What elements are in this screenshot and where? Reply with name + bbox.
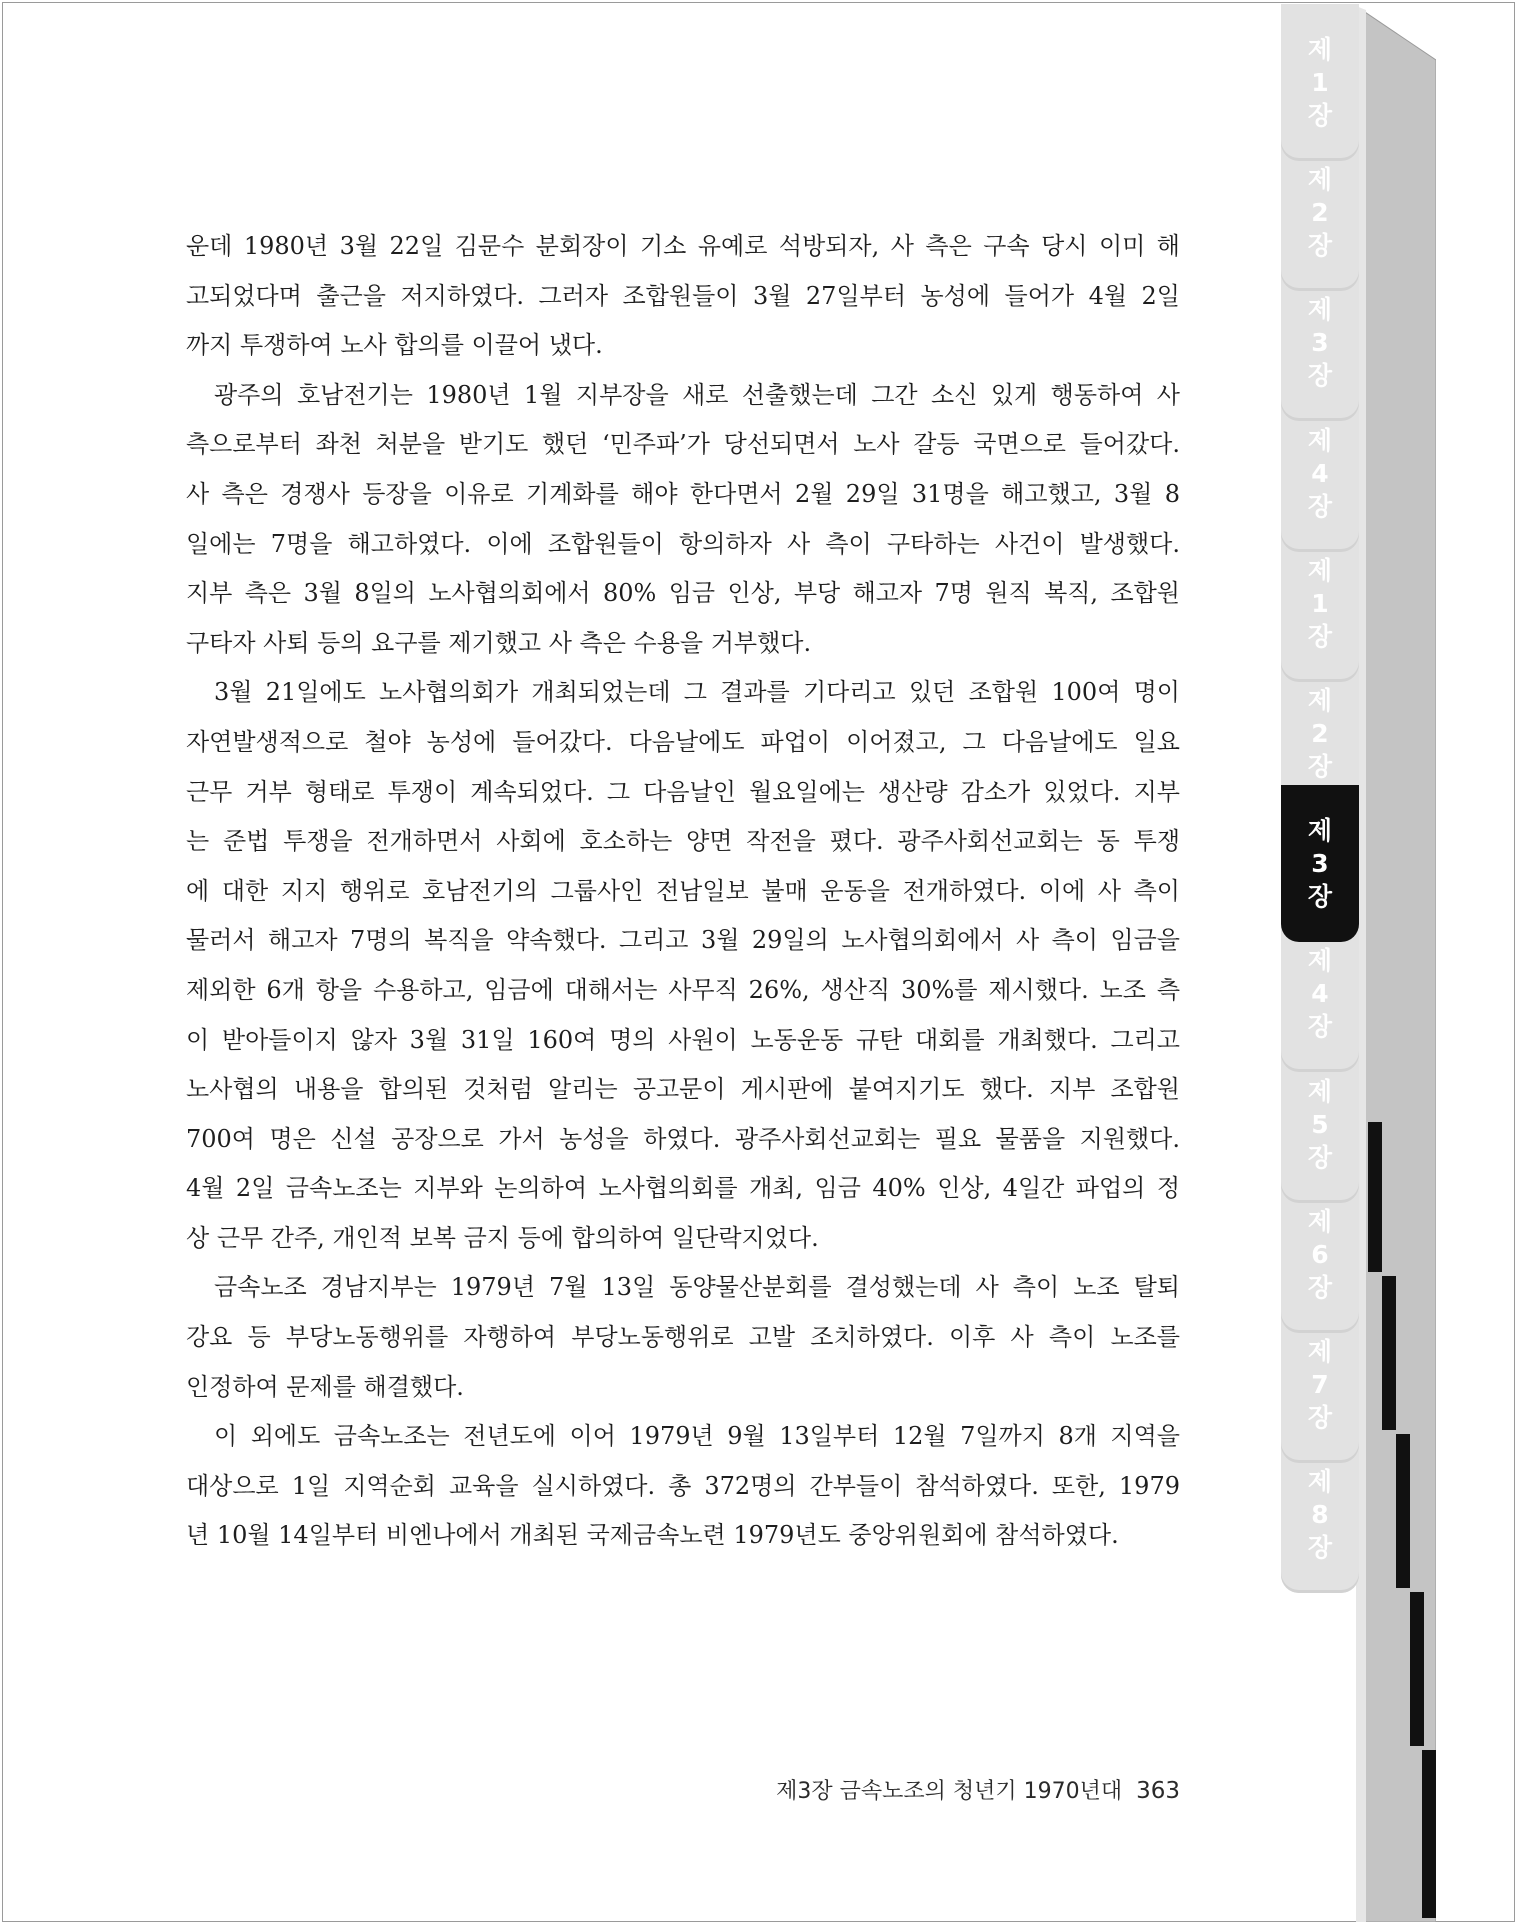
text-line: 인정하여 문제를 해결했다. xyxy=(186,1372,464,1401)
text-line: 상 근무 간주, 개인적 보복 금지 등에 합의하여 일단락지었다. xyxy=(186,1223,819,1252)
text-line: 이 외에도 금속노조는 전년도에 이어 1979년 9월 13일부터 12월 7일까지 8개 지역을 xyxy=(214,1422,1180,1451)
text-line: 금속노조 경남지부는 1979년 7월 13일 동양물산분회를 결성했는데 사 측이 노조 탈퇴 xyxy=(214,1273,1180,1302)
text-line: 광주의 호남전기는 1980년 1월 지부장을 새로 선출했는데 그간 소신 있게 행동하여 사 xyxy=(214,380,1180,409)
text-line: 고되었다며 출근을 저지하였다. 그러자 조합원들이 3월 27일부터 농성에 들어가 4월 2일 xyxy=(186,281,1180,310)
paragraph xyxy=(186,1263,1180,1412)
text-line: 에 대한 지지 행위로 호남전기의 그룹사인 전남일보 불매 운동을 전개하였다. 이에 사 측이 xyxy=(186,876,1180,905)
text-line: 측으로부터 좌천 처분을 받기도 했던 ‘민주파’가 당선되면서 노사 갈등 국면으로 들어갔다. xyxy=(186,430,1180,459)
chapter-tab-label: 제4장 xyxy=(1307,425,1333,521)
text-line: 제외한 6개 항을 수용하고, 임금에 대해서는 사무직 26%, 생산직 30%를 제시했다. 노조 측 xyxy=(186,975,1180,1004)
chapter-tab-label: 제7장 xyxy=(1307,1337,1333,1432)
chapter-tab-label: 제3장 xyxy=(1307,295,1333,391)
text-line: 근무 거부 형태로 투쟁이 계속되었다. 그 다음날인 월요일에는 생산량 감소가 있었다. 지부 xyxy=(186,777,1180,806)
text-line: 강요 등 부당노동행위를 자행하여 부당노동행위로 고발 조치하였다. 이후 사 측이 노조를 xyxy=(186,1323,1180,1352)
text-line: 700여 명은 신설 공장으로 가서 농성을 하였다. 광주사회선교회는 필요 물품을 지원했다. xyxy=(186,1124,1180,1153)
chapter-tab-label: 제1장 xyxy=(1307,555,1333,651)
text-line: 지부 측은 3월 8일의 노사협의회에서 80% 임금 인상, 부당 해고자 7명 원직 복직, 조합원 xyxy=(186,579,1180,608)
page-footer xyxy=(700,1774,1180,1805)
text-line: 운데 1980년 3월 22일 김문수 분회장이 기소 유예로 석방되자, 사 측은 구속 당시 이미 해 xyxy=(186,232,1180,260)
chapter-tab[interactable] xyxy=(1281,4,1359,161)
text-line: 년 10월 14일부터 비엔나에서 개최된 국제금속노련 1979년도 중앙위원회에 참석하였다. xyxy=(186,1521,1119,1550)
chapter-tab-label: 제2장 xyxy=(1307,165,1333,261)
text-line: 사 측은 경쟁사 등장을 이유로 기계화를 해야 한다면서 2월 29일 31명을 해고했고, 3월 8 xyxy=(186,479,1180,508)
chapter-tabs xyxy=(1281,4,1359,1922)
chapter-tab-label: 제3장 xyxy=(1307,816,1333,912)
text-line: 4월 2일 금속노조는 지부와 논의하여 노사협의회를 개최, 임금 40% 인상, 4일간 파업의 정 xyxy=(186,1174,1180,1203)
text-line: 자연발생적으로 철야 농성에 들어갔다. 다음날에도 파업이 이어졌고, 그 다음날에도 일요 xyxy=(186,727,1180,756)
chapter-tab-label: 제8장 xyxy=(1307,1467,1333,1563)
text-line: 3월 21일에도 노사협의회가 개최되었는데 그 결과를 기다리고 있던 조합원 100여 명이 xyxy=(214,678,1180,707)
text-line: 구타자 사퇴 등의 요구를 제기했고 사 측은 수용을 거부했다. xyxy=(186,628,812,657)
chapter-tab-label: 제1장 xyxy=(1307,35,1333,130)
text-line: 일에는 7명을 해고하였다. 이에 조합원들이 항의하자 사 측이 구타하는 사건이 발생했다. xyxy=(186,529,1180,558)
text-line: 까지 투쟁하여 노사 합의를 이끌어 냈다. xyxy=(186,331,603,360)
text-line: 노사협의 내용을 합의된 것처럼 알리는 공고문이 게시판에 붙여지기도 했다. 지부 조합원 xyxy=(186,1075,1180,1104)
paragraph xyxy=(186,222,1180,371)
chapter-tab-label: 제6장 xyxy=(1307,1206,1333,1302)
text-line: 이 받아들이지 않자 3월 31일 160여 명의 사원이 노동운동 규탄 대회를 개최했다. 그리고 xyxy=(186,1025,1180,1054)
book-side-edge xyxy=(1356,6,1436,1922)
body-text xyxy=(186,222,1180,1561)
chapter-tab[interactable] xyxy=(1281,785,1359,942)
paragraph xyxy=(186,668,1180,1263)
chapter-tab-label: 제4장 xyxy=(1307,946,1333,1042)
text-line: 대상으로 1일 지역순회 교육을 실시하였다. 총 372명의 간부들이 참석하였다. 또한, 1979 xyxy=(186,1471,1180,1500)
running-title: 제3장 금속노조의 청년기 1970년대 xyxy=(776,1779,1123,1804)
paragraph xyxy=(186,1412,1180,1561)
chapter-tab-label: 제2장 xyxy=(1307,686,1333,781)
text-line: 물러서 해고자 7명의 복직을 약속했다. 그리고 3월 29일의 노사협의회에서 사 측이 임금을 xyxy=(186,926,1180,955)
page-number: 363 xyxy=(1136,1778,1180,1804)
chapter-tab-label: 제5장 xyxy=(1307,1076,1333,1172)
paragraph xyxy=(186,371,1180,669)
text-line: 는 준법 투쟁을 전개하면서 사회에 호소하는 양면 작전을 폈다. 광주사회선교회는 동 투쟁 xyxy=(186,827,1180,856)
